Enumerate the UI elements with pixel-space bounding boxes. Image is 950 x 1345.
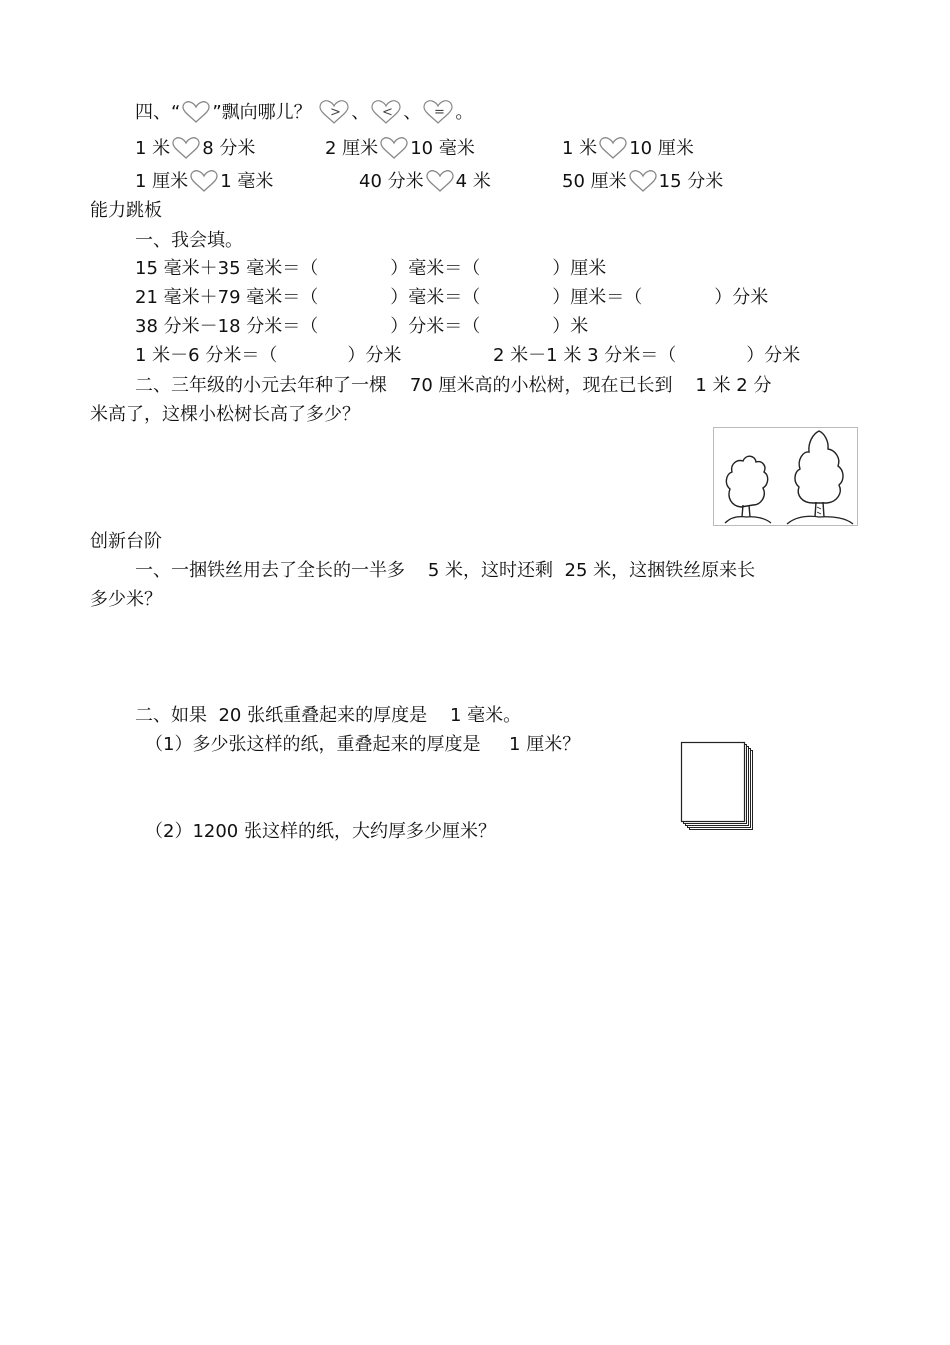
question-title: 二、如果 20 张纸重叠起来的厚度是 1 毫米。: [135, 705, 522, 726]
heart-equal-icon: [421, 99, 455, 125]
compare-item: 40 分米 4 米: [359, 171, 491, 192]
heart-icon[interactable]: [188, 169, 220, 193]
symbol-less: <: [382, 105, 394, 120]
compare-item: 1 米 8 分米: [135, 138, 256, 159]
question-text: 一、一捆铁丝用去了全长的一半多 5 米，这时还剩 25 米，这捆铁丝原来长: [135, 560, 756, 581]
section-heading: 能力跳板: [90, 200, 162, 221]
fill-row: 15 毫米＋35 毫米＝（ ）毫米＝（ ）厘米: [135, 258, 607, 279]
trees-illustration: [713, 427, 858, 526]
heart-icon: [180, 100, 212, 124]
fill-row: 21 毫米＋79 毫米＝（ ）毫米＝（ ）厘米＝（ ）分米: [135, 287, 769, 308]
fill-row: 38 分米－18 分米＝（ ）分米＝（ ）米: [135, 316, 589, 337]
heart-less-icon: [369, 99, 403, 125]
question-title: 一、我会填。: [135, 230, 243, 251]
compare-item: 1 厘米 1 毫米: [135, 171, 274, 192]
question-text: 米高了，这棵小松树长高了多少？: [90, 404, 360, 425]
symbol-greater: >: [330, 105, 342, 120]
question-text: （1）多少张这样的纸，重叠起来的厚度是 1 厘米？: [145, 734, 581, 755]
heart-icon[interactable]: [170, 136, 202, 160]
question-text: 多少米？: [90, 589, 162, 610]
compare-item: 50 厘米 15 分米: [562, 171, 724, 192]
section4-title: 四、“ ”飘向哪儿？ > 、 < 、 = 。: [135, 99, 473, 125]
fill-row: 2 米－1 米 3 分米＝（ ）分米: [493, 345, 801, 366]
section-heading: 创新台阶: [90, 531, 162, 552]
question-text: （2）1200 张这样的纸，大约厚多少厘米？: [145, 821, 496, 842]
compare-item: 2 厘米 10 毫米: [325, 138, 475, 159]
heart-icon[interactable]: [378, 136, 410, 160]
heart-icon[interactable]: [597, 136, 629, 160]
fill-row: 1 米－6 分米＝（ ）分米: [135, 345, 402, 366]
question-text: 二、三年级的小元去年种了一棵 70 厘米高的小松树，现在已长到 1 米 2 分: [135, 375, 772, 396]
heart-greater-icon: [317, 99, 351, 125]
paper-stack-illustration: [680, 740, 756, 832]
heart-icon[interactable]: [627, 169, 659, 193]
heart-icon[interactable]: [424, 169, 456, 193]
symbol-equal: =: [434, 105, 446, 120]
compare-item: 1 米 10 厘米: [562, 138, 694, 159]
